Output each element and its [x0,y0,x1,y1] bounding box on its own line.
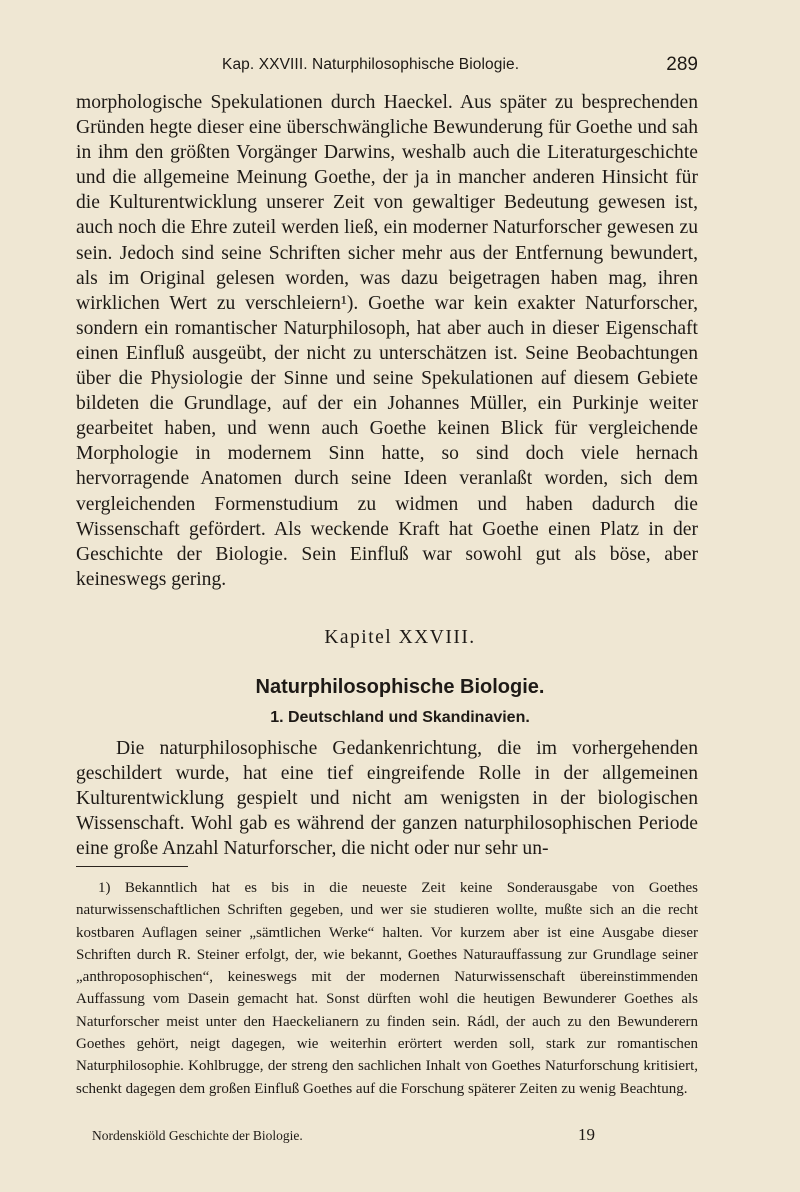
body-paragraph-2: Die naturphilosophische Gedankenrichtung, die im vorhergehenden geschildert wurde, hat eine tief eingreifende Rolle in der allgemeinen Kulturentwicklung gespielt und nicht am wenigsten in der biologischen Wissenschaft. Wohl gab es während der ganzen naturphilosophischen Periode eine große Anzahl Naturforscher, die nicht oder nur sehr un- [76,738,698,860]
chapter-title: Naturphilosophische Biologie. [255,676,545,698]
running-head [76,52,698,82]
running-title: Kap. XXVIII. Naturphilosophische Biologie. [222,56,520,73]
footnote-divider [76,866,188,867]
footnote: 1) Bekanntlich hat es bis in die neueste Zeit keine Sonderausgabe von Goethes naturwissenschaftlichen Schriften gegeben, und wer sie studieren wollte, mußte sich an die recht kostbaren Auflagen seiner „sämtlichen Werke“ halten. Vor kurzem aber ist eine Ausgabe dieser Schriften durch R. Steiner erfolgt, der, wie bekannt, Goethes Naturauffassung zur Grundlage seiner „anthroposophischen“, keineswegs mit der modernen Naturwissenschaft übereinstimmenden Auffassung vom Dasein gemacht hat. Sonst dürften wohl die heutigen Bewunderer Goethes als Naturforscher meist unter den Haeckelianern zu finden sein. Rádl, der auch zu den Bewunderern Goethes gehört, neigt dagegen, wie weiterhin erörtert werden soll, stark zur romantischen Naturphilosophie. Kohlbrugge, der streng den sachlichen Inhalt von Goethes Naturforschung kritisiert, schenkt dagegen dem großen Einfluß Goethes auf die Forschung späterer Zeiten zu wenig Beachtung. [76,880,698,1097]
printer-signature: Nordenskiöld Geschichte der Biologie. [92,1128,303,1143]
page-number: 289 [666,54,698,75]
chapter-label: Kapitel XXVIII. [324,627,476,648]
body-paragraph-1: morphologische Spekulationen durch Haeckel. Aus später zu besprechenden Gründen hegte dieser eine überschwängliche Bewunderung für Goethe und sah in ihm den größten Vorgänger Darwins, weshalb auch die Literaturgeschichte und die allgemeine Meinung Goethe, der ja in mancher anderen Hinsicht für die Kulturentwicklung unserer Zeit von gewaltiger Bedeutung gewesen ist, auch noch die Ehre zuteil werden ließ, ein moderner Naturforscher gewesen zu sein. Jedoch sind seine Schriften sicher mehr aus der Entfernung bewundert, als im Original gelesen worden, was dazu beigetragen haben mag, ihren wirklichen Wert zu verschleiern¹). Goethe war kein exakter Naturforscher, sondern ein romantischer Naturphilosoph, hat aber auch in dieser Eigenschaft einen Einfluß ausgeübt, der nicht zu unterschätzen ist. Seine Beobachtungen über die Physiologie der Sinne und seine Spekulationen auf diesem Gebiete bildeten die Grundlage, auf der ein Johannes Müller, ein Purkinje weiter gearbeitet haben, und wenn auch Goethe keinen Blick für vergleichende Morphologie in modernem Sinn hatte, so sind doch viele hernach hervorragende Anatomen durch seine Ideen veranlaßt worden, sich dem vergleichenden Formenstudium zu widmen und haben dadurch die Wissenschaft gefördert. Als weckende Kraft hat Goethe einen Platz in der Geschichte der Biologie. Sein Einfluß war sowohl gut als böse, aber keineswegs gering. [76,92,698,590]
signature-number: 19 [578,1125,595,1144]
section-heading: 1. Deutschland und Skandinavien. [270,709,530,726]
